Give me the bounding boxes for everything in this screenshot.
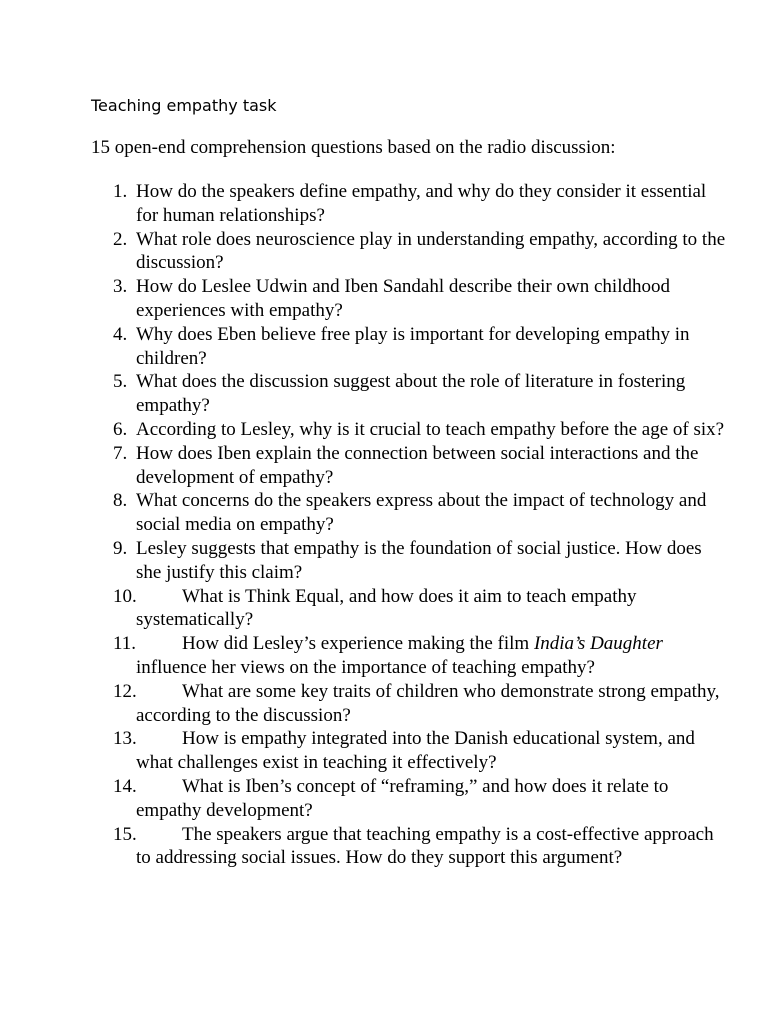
- question-item: [0, 275, 726, 323]
- question-item: [0, 442, 726, 490]
- question-text: How do the speakers define empathy, and why do they consider it essential for human relationships?: [136, 181, 707, 226]
- question-number: 10.: [113, 585, 137, 607]
- question-item: [0, 537, 726, 585]
- question-text: The speakers argue that teaching empathy is a cost-effective approach to addressing social issues. How do they support this argument?: [136, 823, 714, 869]
- question-text: What does the discussion suggest about the role of literature in fostering empathy?: [136, 371, 686, 417]
- question-text: How do Leslee Udwin and Iben Sandahl describe their own childhood experiences with empathy?: [136, 276, 670, 321]
- question-item: [0, 727, 726, 775]
- question-item: [0, 680, 726, 728]
- question-text: According to Lesley, why is it crucial to teach empathy before the age of six?: [136, 418, 725, 440]
- question-number: 4.: [113, 323, 128, 345]
- question-number: 7.: [113, 442, 128, 464]
- document-heading: Teaching empathy task: [91, 96, 277, 115]
- question-text: What is Think Equal, and how does it aim to teach empathy systematically?: [136, 585, 637, 631]
- question-text: How does Iben explain the connection between social interactions and the development of empathy?: [136, 442, 699, 488]
- question-text: Why does Eben believe free play is important for developing empathy in children?: [136, 323, 690, 369]
- question-text: What role does neuroscience play in understanding empathy, according to the discussion?: [136, 228, 726, 274]
- question-item: [0, 370, 726, 418]
- question-text: Lesley suggests that empathy is the foundation of social justice. How does she justify this claim?: [136, 537, 702, 583]
- question-item: [0, 418, 726, 442]
- question-number: 8.: [113, 490, 128, 512]
- question-number: 2.: [113, 228, 128, 250]
- question-item: [0, 489, 726, 537]
- question-item: [0, 323, 726, 371]
- film-title: India’s Daughter: [533, 633, 663, 655]
- intro-text: 15 open-end comprehension questions based on the radio discussion:: [91, 137, 616, 158]
- question-item: [0, 632, 726, 680]
- question-list: [0, 180, 768, 870]
- question-number: 15.: [113, 823, 137, 845]
- question-number: 3.: [113, 276, 128, 298]
- question-text-after-title: influence her views on the importance of teaching empathy?: [136, 656, 595, 678]
- question-text: How is empathy integrated into the Danish educational system, and what challenges exist in teaching it effectively?: [136, 728, 695, 774]
- question-number: 12.: [113, 680, 137, 702]
- question-number: 11.: [113, 633, 137, 655]
- question-text-before-title: How did Lesley’s experience making the film: [182, 633, 534, 655]
- question-item: [0, 585, 726, 633]
- question-text: What is Iben’s concept of “reframing,” and how does it relate to empathy development?: [136, 775, 669, 821]
- question-item: [0, 775, 726, 823]
- question-number: 5.: [113, 371, 128, 393]
- question-number: 9.: [113, 537, 128, 559]
- question-number: 6.: [113, 418, 128, 440]
- question-item: [0, 180, 726, 228]
- question-number: 13.: [113, 728, 137, 750]
- question-text: What are some key traits of children who demonstrate strong empathy, according to the discussion?: [136, 680, 720, 726]
- question-item: [0, 823, 726, 871]
- question-text: What concerns do the speakers express about the impact of technology and social media on empathy?: [136, 490, 707, 536]
- question-text: [136, 632, 726, 680]
- question-number: 1.: [113, 181, 128, 202]
- question-number: 14.: [113, 775, 137, 797]
- question-item: [0, 228, 726, 276]
